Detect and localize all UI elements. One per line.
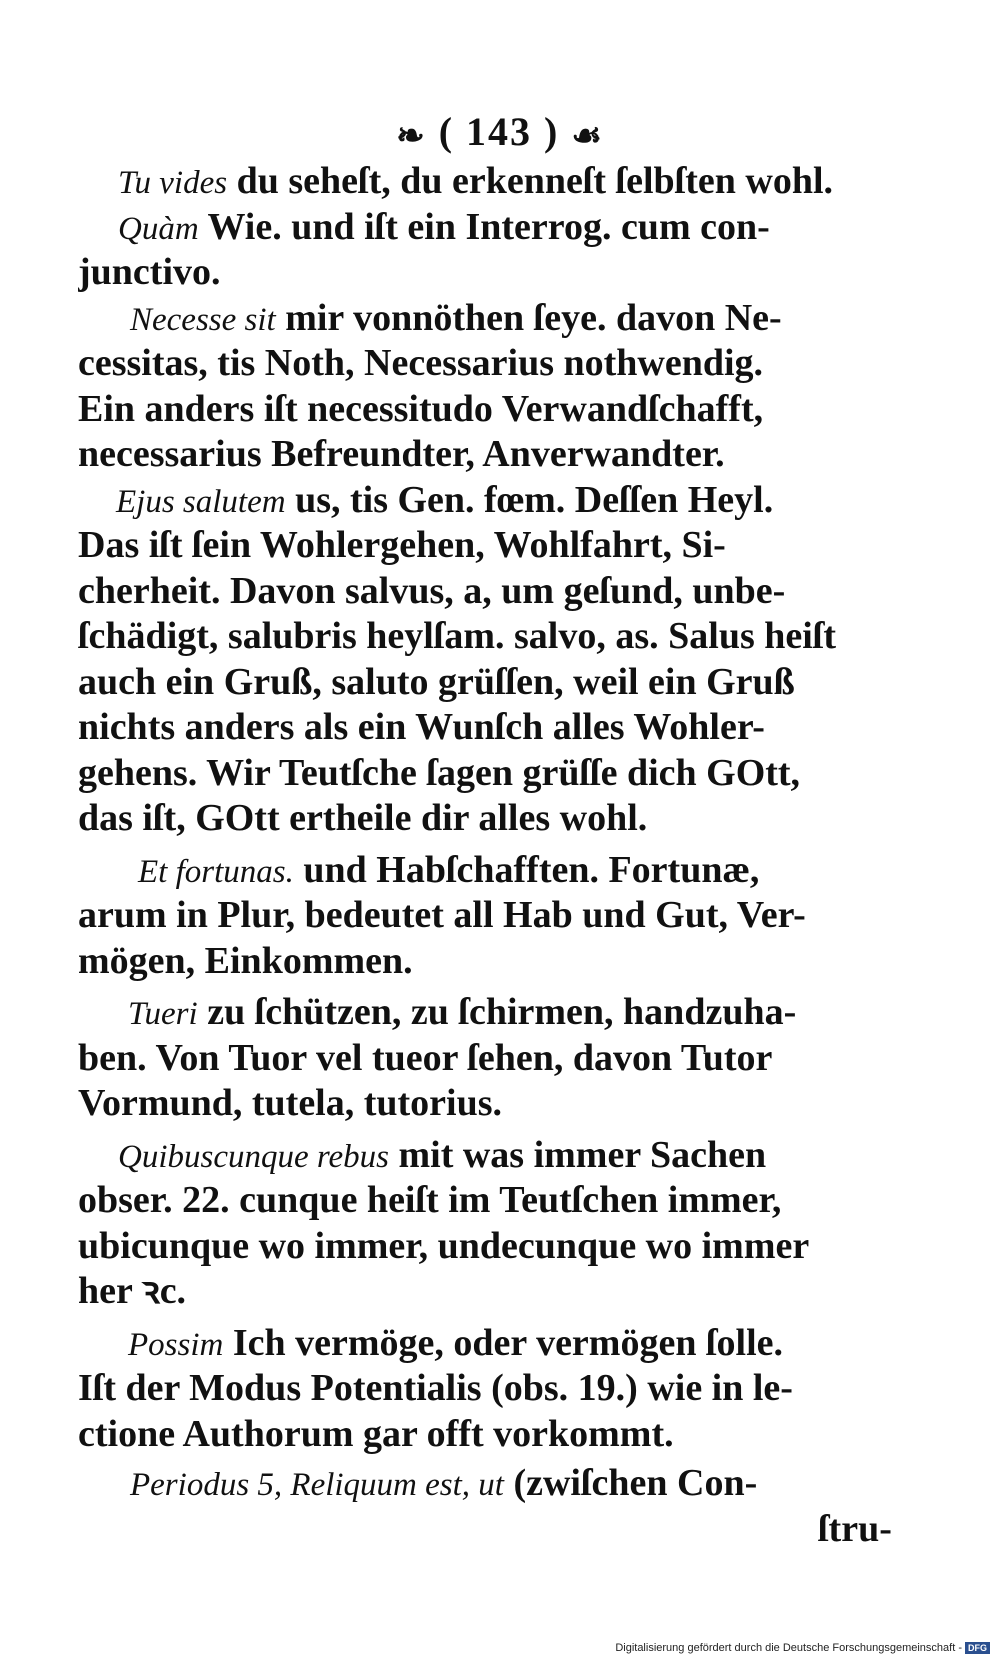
gloss-text: Vormund, tutela, tutorius. [78,1082,503,1124]
latin-lemma: Quàm [118,210,199,247]
text-line [78,249,908,297]
gloss-text: obser. 22. cunque heiſt im Teutſchen immer, [78,1179,782,1221]
latin-lemma: Periodus 5, Reliquum est, ut [130,1467,504,1503]
text-line [78,158,908,206]
gloss-text: ubicunque wo immer, undecunque wo immer [78,1224,810,1267]
text-line [78,659,908,707]
text-line [78,1035,908,1083]
text-line [78,386,908,434]
dfg-logo: DFG [965,1642,990,1654]
gloss-text: nichts anders als ein Wunſch alles Wohler- [78,706,765,748]
latin-lemma: Tueri [128,996,198,1032]
gloss-text: cessitas, tis Noth, Necessarius nothwendig. [78,342,764,384]
text-line [78,477,908,525]
latin-lemma: Quibuscunque rebus [118,1138,389,1175]
latin-lemma: Necesse sit [130,301,276,338]
text-line [78,750,908,798]
text-line [78,1132,908,1180]
text-line [78,431,908,479]
text-line [78,1320,908,1368]
gloss-text: das iſt, GOtt ertheile dir alles wohl. [78,797,648,839]
gloss-text: Ein anders iſt necessitudo Verwandſchafft, [78,387,764,430]
gloss-text: und Habſchafften. Fortunæ, [293,848,760,891]
gloss-text: Wie. und iſt ein Interrog. cum con- [198,205,770,248]
gloss-text: her ꝛc. [78,1270,187,1312]
text-line [78,204,908,252]
gloss-text: Das iſt ſein Wohlergehen, Wohlfahrt, Si- [78,524,726,566]
gloss-text: necessarius Befreundter, Anverwandter. [78,433,725,475]
gloss-text: arum in Plur, bedeutet all Hab und Gut, Ver- [78,894,806,936]
text-line [78,892,908,940]
text-line [78,1268,908,1316]
text-line [78,613,908,661]
latin-lemma: Ejus salutem [116,483,286,520]
gloss-text: ctione Authorum gar offt vorkommt. [78,1412,674,1455]
text-line [78,295,908,343]
text-line [78,938,908,986]
gloss-text: mögen, Einkommen. [78,939,413,982]
gloss-text: ſchädigt, salubris heylſam. salvo, as. Salus heiſt [78,615,837,657]
text-line [78,1460,908,1508]
latin-lemma: Tu vides [118,165,228,201]
text-line [78,989,908,1037]
gloss-text: (zwiſchen Con- [503,1462,758,1504]
text-line [78,704,908,752]
gloss-text: ſtru- [818,1507,892,1550]
text-line [78,1365,908,1413]
text-line [78,1177,908,1225]
text-line [78,522,908,570]
gloss-text: auch ein Gruß, saluto grüſſen, weil ein Gruß [78,660,795,703]
gloss-text: ben. Von Tuor vel tueor ſehen, davon Tutor [78,1036,773,1079]
gloss-text: du seheſt, du erkenneſt ſelbſten wohl. [227,160,834,202]
text-line [78,1080,908,1128]
text-line [78,795,908,843]
text-line [78,1506,908,1554]
latin-lemma: Et fortunas. [138,853,294,890]
gloss-text: mit was immer Sachen [389,1133,767,1176]
text-line [78,1223,908,1271]
page-number: ( 143 ) [438,109,560,154]
gloss-text: junctivo. [78,251,221,293]
gloss-text: Ich vermöge, oder vermögen ſolle. [223,1321,783,1364]
gloss-text: Iſt der Modus Potentialis (obs. 19.) wie in le- [78,1367,793,1409]
gloss-text: zu ſchützen, zu ſchirmen, handzuha- [197,991,797,1033]
text-line [78,1411,908,1459]
digitization-credit [615,1642,990,1654]
gloss-text: cherheit. Davon salvus, a, um geſund, unbe- [78,569,786,612]
gloss-text: gehens. Wir Teutſche ſagen grüſſe dich GOtt, [78,751,801,794]
text-line [78,847,908,895]
credit-text: Digitalisierung gefördert durch die Deutsche Forschungsgemeinschaft - [615,1642,962,1654]
text-line [78,340,908,388]
gloss-text: us, tis Gen. fœm. Deſſen Heyl. [285,478,774,521]
gloss-text: mir vonnöthen ſeye. davon Ne- [275,296,782,339]
text-line [78,568,908,616]
page-header [0,108,1000,156]
ornament-left-icon: ❧ [396,117,427,155]
latin-lemma: Possim [128,1326,224,1363]
ornament-right-icon: ☙ [571,117,604,155]
